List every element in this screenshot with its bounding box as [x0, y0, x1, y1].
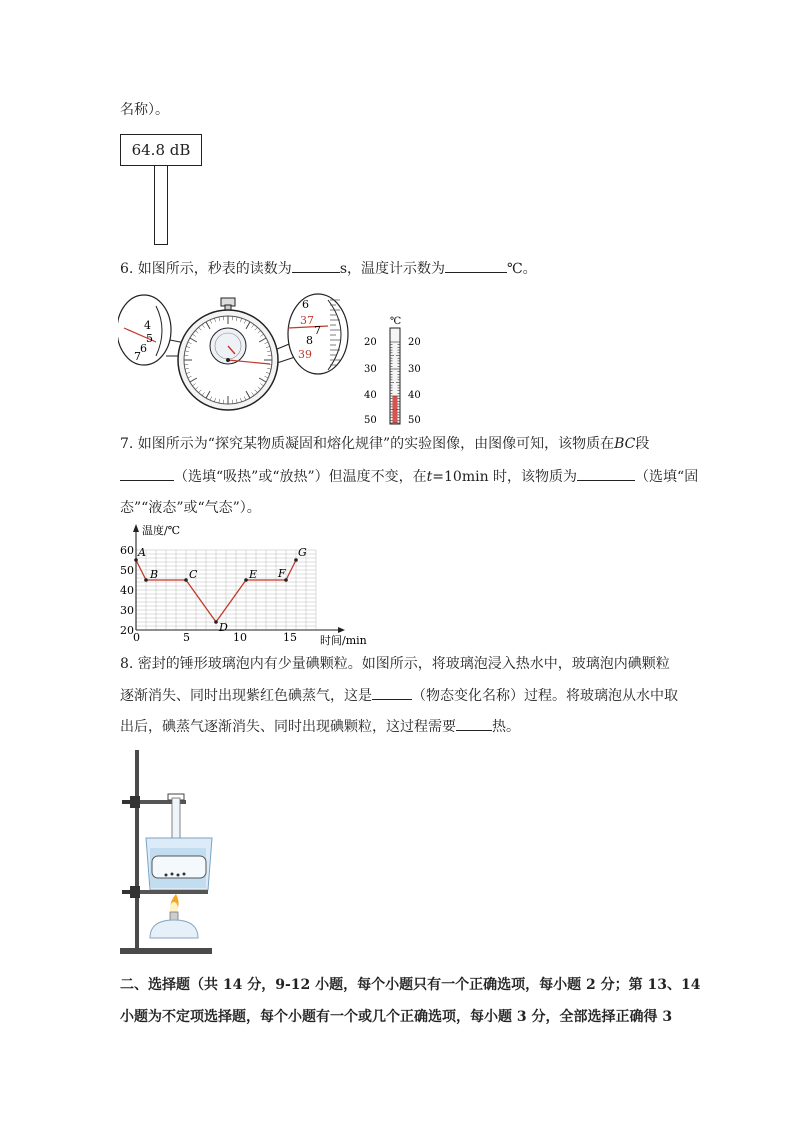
- point-label-D: D: [219, 621, 228, 634]
- second-label-37: 37: [300, 314, 314, 327]
- x-tick-10: 10: [233, 631, 247, 644]
- q6-prefix: 6. 如图所示，秒表的读数为: [120, 261, 292, 277]
- y-tick-30: 30: [120, 604, 134, 617]
- thermometer-figure: [362, 312, 426, 426]
- q8-line2-a: 逐渐消失、同时出现紫红色碘蒸气，这是: [120, 688, 372, 704]
- x-tick-0: 0: [133, 631, 140, 644]
- q7-line1-a: 7. 如图所示为“探究某物质凝固和熔化规律”的实验图像，由图像可知，该物质在: [120, 436, 615, 452]
- q6-unit-c: ℃。: [507, 261, 537, 277]
- question-7-line-2: [120, 466, 698, 487]
- point-label-G: G: [298, 546, 307, 559]
- answer-blank-process[interactable]: [372, 685, 412, 700]
- answer-blank-seconds[interactable]: [292, 258, 340, 273]
- chart-axes: [133, 524, 345, 633]
- thermometer-liquid: [393, 396, 398, 424]
- question-8-line-1: 8. 密封的锤形玻璃泡内有少量碘颗粒。如图所示，将玻璃泡浸入热水中，玻璃泡内碘颗粒: [120, 656, 670, 672]
- y-tick-50: 50: [120, 564, 134, 577]
- text-fragment: 名称）。: [120, 102, 169, 118]
- second-label-7: 7: [314, 324, 321, 337]
- y-tick-20: 20: [120, 624, 134, 637]
- answer-blank-heat-2[interactable]: [456, 716, 492, 731]
- point-label-C: C: [189, 568, 198, 581]
- meter-reading: 64.8 dB: [131, 141, 191, 159]
- answer-blank-temperature[interactable]: [445, 258, 507, 273]
- point-label-E: E: [249, 568, 258, 581]
- thermo-right-20: 20: [408, 337, 421, 348]
- q8-line3-a: 出后，碘蒸气逐渐消失、同时出现碘颗粒，这过程需要: [120, 719, 456, 735]
- q7-t-var: t: [426, 469, 433, 485]
- question-8-line-2: [120, 685, 678, 706]
- point-label-A: A: [138, 546, 146, 559]
- point-C: [184, 578, 188, 582]
- point-label-B: B: [150, 568, 159, 581]
- chart-xlabel: 时间/min: [320, 634, 367, 647]
- stand-base: [120, 948, 212, 954]
- second-label-6: 6: [302, 298, 309, 311]
- iodine-apparatus-figure: [116, 748, 216, 960]
- thermo-right-40: 40: [408, 390, 421, 401]
- point-label-F: F: [278, 567, 286, 580]
- stopwatch-figure: [118, 292, 358, 414]
- y-tick-40: 40: [120, 584, 134, 597]
- question-7-line-3: 态”“液态”或“气态”）。: [120, 500, 261, 516]
- second-label-8: 8: [306, 334, 313, 347]
- minute-label-6: 6: [140, 342, 147, 355]
- meter-display: [120, 134, 202, 166]
- thermo-right-50: 50: [408, 415, 421, 426]
- section-2-line-2: 小题为不定项选择题，每个小题有一个或几个正确选项，每小题 3 分，全部选择正确得 3: [120, 1009, 673, 1025]
- meter-handle: [154, 165, 168, 245]
- q7-line2-a: （选填“吸热”或“放热”）但温度不变，在: [174, 469, 427, 485]
- x-tick-5: 5: [183, 631, 190, 644]
- section-2-line-1: 二、选择题（共 14 分，9-12 小题，每个小题只有一个正确选项，每小题 2 分；第 13、14: [120, 977, 701, 993]
- minute-label-7: 7: [134, 350, 141, 363]
- question-6-text: [120, 258, 537, 279]
- chart-grid: [136, 550, 316, 630]
- q8-line3-b: 热。: [492, 719, 520, 735]
- point-E: [244, 578, 248, 582]
- stand-rod: [135, 750, 139, 950]
- second-label-39: 39: [298, 348, 312, 361]
- minute-label-5: 5: [146, 332, 153, 345]
- thermo-right-30: 30: [408, 364, 421, 375]
- thermo-left-30: 30: [364, 364, 377, 375]
- question-8-line-3: [120, 716, 520, 737]
- q7-line2-c: （选填“固: [635, 469, 699, 485]
- thermo-left-40: 40: [364, 390, 377, 401]
- q8-line2-b: （物态变化名称）过程。将玻璃泡从水中取: [412, 688, 678, 704]
- answer-blank-state[interactable]: [577, 466, 635, 481]
- x-tick-15: 15: [283, 631, 297, 644]
- sound-meter-figure: [120, 134, 202, 246]
- q7-line2-b: =10min 时，该物质为: [432, 469, 578, 485]
- minute-label-4: 4: [144, 319, 151, 332]
- answer-blank-heat[interactable]: [120, 466, 174, 481]
- q7-line1-b: 段: [635, 436, 650, 452]
- y-tick-60: 60: [120, 544, 134, 557]
- point-B: [144, 578, 148, 582]
- stopwatch-second-magnifier: [288, 294, 348, 374]
- thermo-left-20: 20: [364, 337, 377, 348]
- temperature-time-chart: [116, 520, 376, 648]
- point-D: [214, 620, 218, 624]
- q7-segment: BC: [614, 436, 636, 452]
- chart-ylabel: 温度/℃: [142, 524, 181, 537]
- thermo-left-50: 50: [364, 415, 377, 426]
- question-7-line-1: [120, 434, 649, 454]
- alcohol-lamp: [150, 920, 198, 938]
- q6-unit-s: s，温度计示数为: [339, 261, 445, 277]
- thermometer-unit: ℃: [390, 316, 402, 327]
- stopwatch-minute-magnifier: [118, 295, 171, 365]
